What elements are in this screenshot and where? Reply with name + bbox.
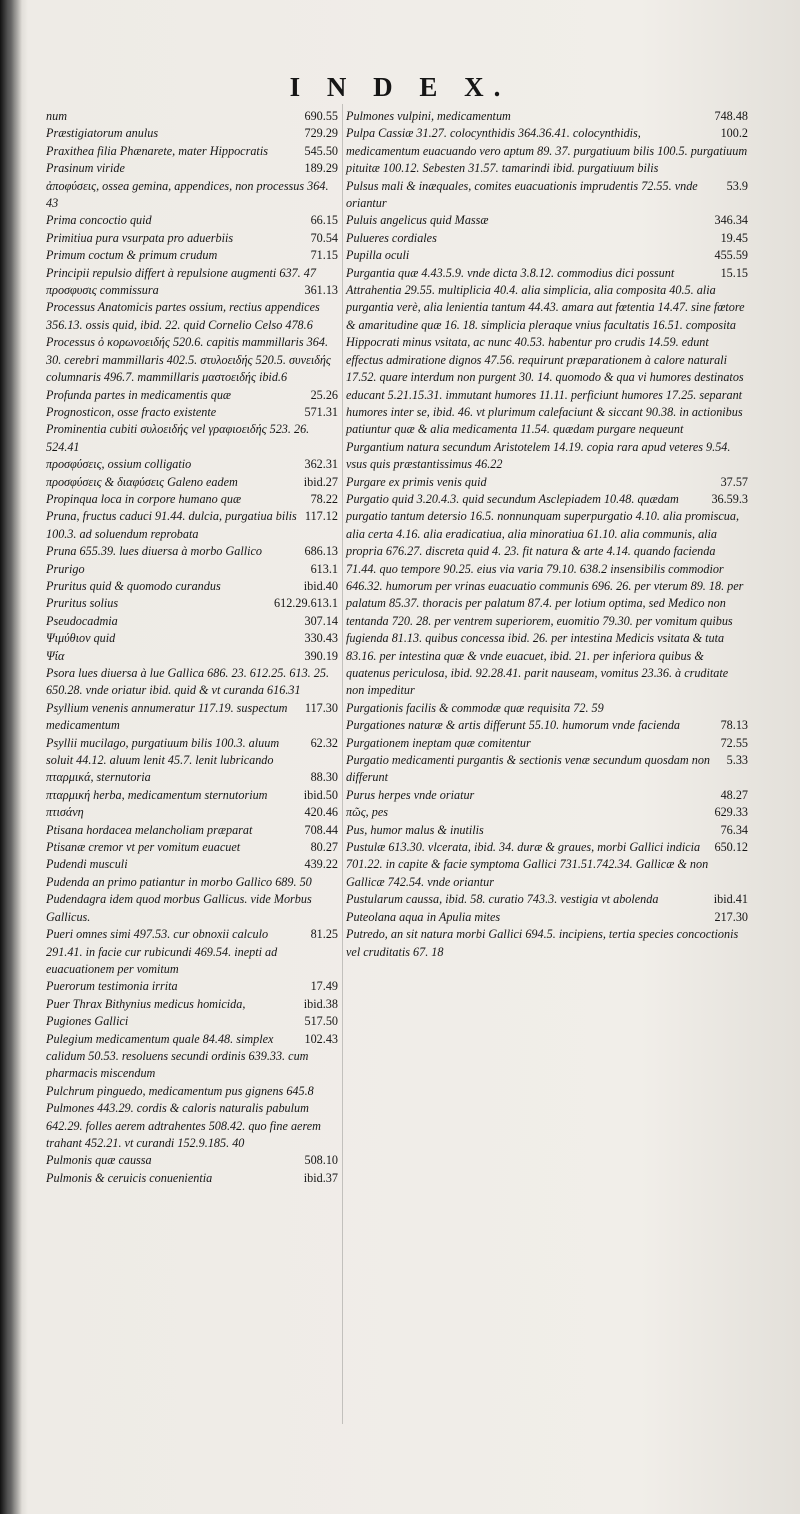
index-entry <box>346 717 748 734</box>
index-entry-page: 748.48 <box>714 109 748 123</box>
index-entry <box>46 926 338 978</box>
index-entry-text: προσφύσεις, ossium colligatio <box>46 457 192 472</box>
index-entry-page: 5.33 <box>726 753 748 768</box>
page-title: I N D E X. <box>289 72 511 102</box>
index-entry-page: 346.34 <box>714 213 748 228</box>
index-entry-text: Primum coctum & primum crudum <box>46 248 218 263</box>
index-entry-text: Purgare ex primis venis quid <box>346 474 487 489</box>
index-entry-text: Pudendagra idem quod morbus Gallicus. vide Morbus Gallicus. <box>46 892 312 924</box>
index-entry <box>46 891 338 926</box>
index-entry-text: Purgantium natura secundum Aristotelem 14.19. copia rara apud veteres 9.54. vsus quis præstantissimus 46.22 <box>346 439 731 472</box>
binding-gutter <box>0 0 22 1514</box>
index-entry-text: num <box>46 109 67 123</box>
index-entry <box>46 630 338 647</box>
index-entry-page: 17.49 <box>310 979 338 994</box>
index-entry-page: 439.22 <box>304 857 338 872</box>
index-entry <box>46 595 338 612</box>
index-entry-page: 37.57 <box>720 474 748 489</box>
index-entry <box>46 839 338 856</box>
index-entry-page: 650.12 <box>714 840 748 855</box>
index-entry-page: 729.29 <box>304 126 338 141</box>
index-entry <box>346 108 748 125</box>
index-entry-text: Purgatio medicamenti purgantis & sectionis venæ secundum quosdam non differunt <box>346 753 711 785</box>
index-entry <box>346 474 748 491</box>
index-entry <box>346 125 748 177</box>
index-column-left <box>46 108 338 1187</box>
index-entry-text: Pugiones Gallici <box>46 1014 129 1029</box>
index-entry-text: πῶς, pes <box>346 805 388 820</box>
index-entry <box>46 404 338 421</box>
index-entry-text: Prominentia cubiti συλοειδής vel γραφιοειδής 523. 26. 524.41 <box>46 422 310 454</box>
index-entry-page: 66.15 <box>310 213 338 228</box>
index-entry-page: 690.55 <box>304 109 338 123</box>
index-entry <box>46 648 338 665</box>
index-entry <box>46 613 338 630</box>
index-entry-page: 571.31 <box>304 404 338 419</box>
index-entry <box>46 282 338 299</box>
index-entry-page: ibid.50 <box>303 787 338 802</box>
index-entry <box>46 700 338 735</box>
index-entry <box>46 508 338 543</box>
index-entry <box>346 178 748 213</box>
index-entry <box>46 456 338 473</box>
index-entry-text: Ψιμύθιον quid <box>46 631 116 646</box>
index-entry-text: Pulmonis quæ caussa <box>46 1153 152 1168</box>
index-entry <box>46 822 338 839</box>
index-entry-text: Processus Anatomicis partes ossium, rectius appendices 356.13. ossis quid, ibid. 22. quid Cornelio Celso 478.6 <box>46 300 320 332</box>
index-entry-text: Praxithea filia Phænarete, mater Hippocratis <box>46 143 268 158</box>
index-entry <box>46 299 338 334</box>
index-entry-text: προσφύσεις & διαφύσεις Galeno eadem <box>46 474 238 489</box>
index-entry <box>346 822 748 839</box>
index-entry <box>46 735 338 770</box>
index-entry <box>46 1083 338 1100</box>
index-entry <box>46 561 338 578</box>
index-entry <box>346 735 748 752</box>
index-entry-page: 613.1 <box>310 561 338 576</box>
index-entry <box>46 665 338 700</box>
index-entry <box>46 1170 338 1187</box>
index-entry <box>346 752 748 787</box>
index-entry-text: Purus herpes vnde oriatur <box>346 787 475 802</box>
index-entry-text: Pseudocadmia <box>46 613 118 628</box>
index-entry-page: 36.59.3 <box>711 491 748 506</box>
index-entry <box>346 700 748 717</box>
index-entry <box>346 212 748 229</box>
index-entry-page: 508.10 <box>304 1153 338 1168</box>
index-entry-page: 455.59 <box>714 248 748 263</box>
index-entry-page: 70.54 <box>310 230 338 245</box>
index-entry-page: 25.26 <box>310 387 338 402</box>
index-entry-page: 117.12 <box>304 509 338 524</box>
index-entry-page: 307.14 <box>304 613 338 628</box>
index-entry <box>346 787 748 804</box>
index-entry <box>46 230 338 247</box>
index-entry-text: Pustularum caussa, ibid. 58. curatio 743.3. vestigia vt abolenda <box>346 892 659 907</box>
index-entry-text: Præstigiatorum anulus <box>46 126 159 141</box>
index-entry <box>46 543 338 560</box>
index-entry <box>46 978 338 995</box>
index-entry-page: 117.30 <box>304 700 338 715</box>
index-entry-page: 390.19 <box>304 648 338 663</box>
index-entry <box>46 996 338 1013</box>
index-entry <box>46 474 338 491</box>
index-entry-page: 72.55 <box>720 735 748 750</box>
index-entry <box>46 1100 338 1152</box>
index-entry-page: 330.43 <box>304 631 338 646</box>
index-entry-page: 48.27 <box>720 787 748 802</box>
index-entry-text: Pruritus solius <box>46 596 119 611</box>
index-entry-text: πτισάνη <box>46 805 84 820</box>
index-entry-page: ibid.37 <box>303 1170 338 1185</box>
index-entry-page: 545.50 <box>304 143 338 158</box>
index-entry <box>46 143 338 160</box>
index-entry <box>46 334 338 386</box>
index-entry-page: 76.34 <box>720 822 748 837</box>
index-entry-page: 102.43 <box>304 1031 338 1046</box>
index-entry-text: Prasinum viride <box>46 161 125 176</box>
index-entry-page: 420.46 <box>304 805 338 820</box>
index-entry-page: ibid.38 <box>303 996 338 1011</box>
index-entry-text: Puer Thrax Bithynius medicus homicida, <box>46 996 246 1011</box>
index-entry-text: Propinqua loca in corpore humano quæ <box>46 491 242 506</box>
index-entry <box>46 108 338 125</box>
index-entry-page: 708.44 <box>304 822 338 837</box>
index-entry <box>346 230 748 247</box>
index-column-right <box>346 108 748 961</box>
index-entry-page: 361.13 <box>304 283 338 298</box>
index-entry-page: 612.29.613.1 <box>274 596 338 611</box>
index-entry-text: Purgationem ineptam quæ comitentur <box>346 735 531 750</box>
index-entry-page: 78.13 <box>720 718 748 733</box>
index-entry-page: 517.50 <box>304 1014 338 1029</box>
index-entry-text: Pudenda an primo patiantur in morbo Gallico 689. 50 <box>46 874 312 889</box>
index-entry <box>346 439 748 474</box>
index-entry-page: 217.30 <box>714 909 748 924</box>
index-entry <box>46 578 338 595</box>
index-entry <box>46 1013 338 1030</box>
index-entry-page: 53.9 <box>726 178 748 193</box>
index-entry-text: πταρμική herba, medicamentum sternutorium <box>46 787 268 802</box>
index-entry-text: Pupilla oculi <box>346 248 410 263</box>
index-entry <box>346 491 748 700</box>
index-entry <box>46 874 338 891</box>
index-entry-text: Pruna 655.39. lues diuersa à morbo Gallico <box>46 544 262 559</box>
index-entry-text: προσφυσις commissura <box>46 283 159 298</box>
index-entry-text: Purgantia quæ 4.43.5.9. vnde dicta 3.8.12. commodius dici possunt Attrahentia 29.55. multiplicia 40.4. alia simplicia, alia composita 40.5. alia purgantia verè, alia lenientia tantum 44.43. amara aut fœtentia 14.47. sine fœtore & amaritudine quæ 16. 18. simplicia pleraque vnius facultatis 16.51. composita Hippocrati minus vsitata, ac nunc 40.53. habentur pro crudis 14.59. edunt effectus admiratione dignos 47.56. requirunt præparationem à calore naturali 17.52. quare interdum non purgent 30. 14. quomodo & qua vi humores destinatos educant 5.21.15.31. immutant humores 11.11. perficiunt humores 17.25. separant humores inter se, ibid. 46. vt plurimum calefaciunt & siccant 90.38. in actionibus patiuntur quæ & alia medicamenta 11.54. quædam purgare nequeunt <box>346 265 745 437</box>
index-entry-text: Pulmones 443.29. cordis & caloris naturalis pabulum 642.29. folles aerem adtrahentes 508.42. quo fine aerem trahant 452.21. vt curandi 152.9.185. 40 <box>46 1101 321 1150</box>
index-entry-text: Purgationes naturæ & artis differunt 55.10. humorum vnde facienda <box>346 718 681 733</box>
index-entry-text: Puluis angelicus quid Massæ <box>346 213 489 228</box>
index-entry <box>46 160 338 177</box>
index-entry-page: 15.15 <box>720 265 748 280</box>
index-entry <box>346 265 748 439</box>
index-entry <box>46 804 338 821</box>
index-entry-text: Puteolana aqua in Apulia mites <box>346 909 501 924</box>
index-entry <box>346 804 748 821</box>
index-entry <box>46 265 338 282</box>
index-entry-page: 362.31 <box>304 457 338 472</box>
index-entry <box>46 856 338 873</box>
index-entry-text: Pulpa Cassiæ 31.27. colocynthidis 364.36.41. colocynthidis, medicamentum euacuando vero aptum 89. 37. purgatiuum bilis 100.5. purgatiuum pituitæ 100.12. Sebesten 31.57. tamarindi ibid. purgatiuum bilis <box>346 126 748 176</box>
index-entry-text: Putredo, an sit natura morbi Gallici 694.5. incipiens, tertia species concoctionis vel cruditatis 67. 18 <box>346 927 739 959</box>
index-entry-text: Prima concoctio quid <box>46 213 152 228</box>
index-entry-page: ibid.40 <box>303 578 338 593</box>
index-entry-text: Primitiua pura vsurpata pro aduerbiis <box>46 230 234 245</box>
index-entry-page: 629.33 <box>714 805 748 820</box>
index-entry-text: Pueri omnes simi 497.53. cur obnoxii calculo 291.41. in facie cur rubicundi 469.54. inepti ad euacuationem per vomitum <box>46 927 278 976</box>
index-entry-page: 88.30 <box>310 770 338 785</box>
index-entry-text: Puerorum testimonia irrita <box>46 979 178 994</box>
index-entry <box>346 839 748 891</box>
index-entry-text: Pulmonis & ceruicis conuenientia <box>46 1170 213 1185</box>
index-entry <box>346 926 748 961</box>
index-entry-text: Pulegium medicamentum quale 84.48. simplex calidum 50.53. resoluens secundi ordinis 639.33. cum pharmacis miscendum <box>46 1031 309 1081</box>
index-entry-text: Psyllium venenis annumeratur 117.19. suspectum medicamentum <box>46 700 288 733</box>
index-entry-page: 71.15 <box>310 248 338 263</box>
index-entry-text: Pulchrum pinguedo, medicamentum pus gignens 645.8 <box>46 1083 314 1098</box>
index-entry-text: Profunda partes in medicamentis quæ <box>46 387 232 402</box>
index-entry-text: Pruritus quid & quomodo curandus <box>46 578 221 593</box>
index-entry-text: Pus, humor malus & inutilis <box>346 822 484 837</box>
index-entry-text: πταρμικά, sternutoria <box>46 770 151 785</box>
index-entry <box>46 491 338 508</box>
index-entry <box>46 387 338 404</box>
index-entry-text: Purgationis facilis & commodæ quæ requisita 72. 59 <box>346 700 604 715</box>
index-entry <box>46 247 338 264</box>
index-entry <box>46 787 338 804</box>
index-entry-page: ibid.41 <box>713 892 748 907</box>
index-entry-text: Psora lues diuersa à lue Gallica 686. 23. 612.25. 613. 25. 650.28. vnde oriatur ibid. quid & vt curanda 616.31 <box>46 666 330 698</box>
index-entry-page: 80.27 <box>310 840 338 855</box>
index-entry <box>346 909 748 926</box>
index-entry-text: Principii repulsio differt à repulsione augmenti 637. 47 <box>46 265 316 280</box>
index-entry-text: Processus ὀ κορωνοειδής 520.6. capitis mammillaris 364. 30. cerebri mammillaris 402.5. στυλοειδής 520.5. συνειδής columnaris 496.7. mammillaris μαστοειδής ibid.6 <box>46 335 331 385</box>
index-entry-text: Ptisana hordacea melancholiam præparat <box>46 822 253 837</box>
index-entry-text: Prurigo <box>46 561 85 576</box>
index-entry-text: Prognosticon, osse fracto existente <box>46 404 217 419</box>
index-entry-page: 100.2 <box>720 126 748 141</box>
index-entry-page: 686.13 <box>304 544 338 559</box>
index-entry <box>46 421 338 456</box>
index-entry-text: Pruna, fructus caduci 91.44. dulcia, purgatiua bilis 100.3. ad soluendum reprobata <box>46 509 297 541</box>
index-entry-page: 81.25 <box>310 927 338 942</box>
index-entry <box>46 178 338 213</box>
index-entry-text: Pulueres cordiales <box>346 230 437 245</box>
index-entry-text: Ψία <box>46 648 65 663</box>
index-entry-page: 19.45 <box>720 230 748 245</box>
index-entry <box>46 212 338 229</box>
index-entry <box>46 769 338 786</box>
index-entry-page: 62.32 <box>310 735 338 750</box>
index-entry-text: Ptisanæ cremor vt per vomitum euacuet <box>46 840 241 855</box>
column-divider <box>342 104 343 1424</box>
index-entry <box>46 1152 338 1169</box>
index-entry-page: 189.29 <box>304 161 338 176</box>
index-entry-page: 78.22 <box>310 491 338 506</box>
index-entry-page: ibid.27 <box>303 474 338 489</box>
index-entry <box>346 247 748 264</box>
index-entry <box>46 125 338 142</box>
index-entry-text: Pustulæ 613.30. vlcerata, ibid. 34. duræ & graues, morbi Gallici indicia 701.22. in capite & facie symptoma Gallici 731.51.742.34. Gallicæ & non Gallicæ 742.54. vnde oriantur <box>346 840 709 889</box>
index-entry <box>346 891 748 908</box>
index-entry-text: Purgatio quid 3.20.4.3. quid secundum Asclepiadem 10.48. quædam purgatio tantum detersio 16.5. nonnunquam superpurgatio 4.10. alia promiscua, alia certa 4.16. alia eradicatiua, alia minoratiua 61.10. alia communis, alia propria 676.27. discreta quid 4. 23. fit natura & arte 4.14. quando facienda 71.44. quo tempore 90.25. eius via varia 79.10. 638.2 insensibilis commodior 646.32. humorum per vrinas euacuatio communis 696. 26. per vterum 89. 18. per palatum 85.37. thoracis per palatum 87.4. per lotium optima, sed Medico non tentanda 720. 28. per ventrem superiorem, euomitio 79.30. per vomitum quibus fugienda 81.13. quibus concessa ibid. 26. per intestina Medicis vsitata & tuta 83.16. per intestina quæ & vnde euacuet, ibid. 21. per inferiora quibus & quatenus periculosa, ibid. 92.28.41. parit nauseam, vomitus 23.36. à cruditate non impeditur <box>346 491 744 698</box>
index-entry <box>46 1031 338 1083</box>
index-entry-text: ἀποφύσεις, ossea gemina, appendices, non processus 364. 43 <box>46 178 329 211</box>
index-entry-text: Pudendi musculi <box>46 857 128 872</box>
index-entry-text: Psyllii mucilago, purgatiuum bilis 100.3. aluum soluit 44.12. aluum lenit 45.7. lenit lubricando <box>46 735 280 768</box>
index-entry-text: Pulmones vulpini, medicamentum <box>346 109 511 123</box>
index-entry-text: Pulsus mali & inæquales, comites euacuationis imprudentis 72.55. vnde oriantur <box>346 178 698 211</box>
